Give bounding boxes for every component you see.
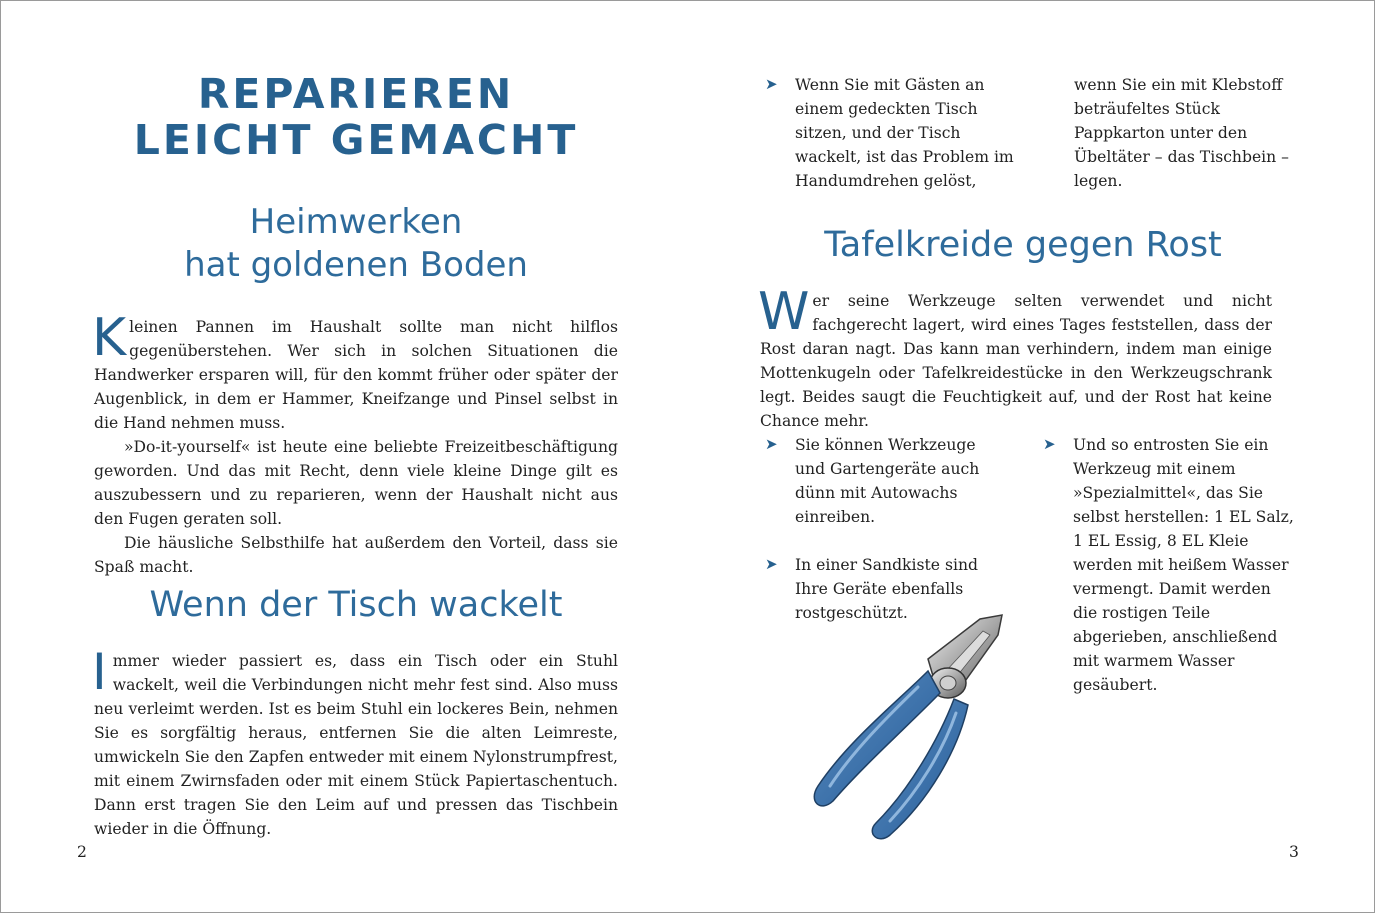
intro-text: [92, 308, 618, 579]
tisch-paragraph: [92, 643, 618, 841]
bullet-gaeste-continued-text: wenn Sie ein mit Klebstoff beträufeltes Stück Pappkarton unter den Übeltäter – das Tischbein – legen.: [1074, 76, 1289, 190]
rost-text: [758, 282, 1272, 433]
intro-paragraph-2: »Do-it-yourself« ist heute eine beliebte Freizeitbeschäftigung geworden. Und das mit Recht, denn viele kleine Dinge gilt es auszubessern und zu reparieren, wenn der Haushalt nicht aus den Fugen geraten soll.: [94, 438, 618, 528]
bullet-autowachs: [765, 433, 1005, 529]
intro-paragraph-3: Die häusliche Selbsthilfe hat außerdem den Vorteil, dass sie Spaß macht.: [94, 534, 618, 576]
pliers-icon: [778, 601, 1038, 851]
left-page: [1, 1, 687, 912]
heading-heimwerken-line-1: Heimwerken: [249, 202, 463, 242]
bullet-arrow-icon: ➤: [765, 435, 778, 453]
heading-tafelkreide: Tafelkreide gegen Rost: [824, 225, 1222, 265]
bullet-sandkiste-text: In einer Sandkiste sind Ihre Geräte ebenfalls rostgeschützt.: [795, 556, 978, 622]
page-number-right: 3: [1289, 843, 1299, 861]
bullet-arrow-icon: ➤: [765, 555, 778, 573]
bullet-entrosten-text: Und so entrosten Sie ein Werkzeug mit einem »Spezialmittel«, das Sie selbst herstellen: 1 EL Salz, 1 EL Essig, 8 EL Kleie werden mit heißem Wasser vermengt. Damit werden die rostigen Teile abgerieben, anschließend mit warmem Wasser gesäubert.: [1073, 436, 1294, 694]
dropcap-k: K: [92, 308, 127, 368]
right-page: [688, 1, 1374, 912]
bullet-gaeste-text: Wenn Sie mit Gästen an einem gedeckten Tisch sitzen, und der Tisch wackelt, ist das Problem im Handumdrehen gelöst,: [795, 76, 1014, 190]
bullet-autowachs-text: Sie können Werkzeuge und Gartengeräte auch dünn mit Autowachs einreiben.: [795, 436, 980, 526]
intro-paragraph-1-text: leinen Pannen im Haushalt sollte man nicht hilflos gegenüberstehen. Wer sich in solchen Situationen die Handwerker ersparen will, für den kommt früher oder später der Augenblick, in dem er Hammer, Kneifzange und Pinsel selbst in die Hand nehmen muss.: [94, 318, 618, 432]
heading-tisch-wackelt: Wenn der Tisch wackelt: [149, 585, 563, 625]
bullet-arrow-icon: ➤: [1043, 435, 1056, 453]
dropcap-w: W: [758, 282, 810, 342]
chapter-title-line-2: LEICHT GEMACHT: [133, 116, 579, 164]
rost-paragraph-text: er seine Werkzeuge selten verwendet und nicht fachgerecht lagert, wird eines Tages feststellen, dass der Rost daran nagt. Das kann man verhindern, indem man einige Mottenkugeln oder Tafelkreidestücke in den Werkzeugschrank legt. Beides saugt die Feuchtigkeit auf, und der Rost hat keine Chance mehr.: [760, 292, 1272, 430]
dropcap-i: I: [92, 643, 107, 701]
tisch-paragraph-text: mmer wieder passiert es, dass ein Tisch oder ein Stuhl wackelt, weil die Verbindungen nicht mehr fest sind. Also muss neu verleimt werden. Ist es beim Stuhl ein lockeres Bein, nehmen Sie es sorgfältig heraus, entfernen Sie die alten Leimreste, umwickeln Sie den Zapfen entweder mit einem Nylonstrumpfrest, mit einem Zwirnsfaden oder mit einem Stück Papiertaschentuch. Dann erst tragen Sie den Leim auf und pressen das Tischbein wieder in die Öffnung.: [94, 652, 618, 838]
tisch-text: [92, 643, 618, 841]
heading-heimwerken: [101, 201, 611, 287]
bullet-entrosten: [1043, 433, 1298, 697]
intro-paragraph-1: [92, 308, 618, 435]
rost-paragraph: [758, 282, 1272, 433]
bullet-gaeste: [765, 73, 1025, 193]
chapter-title: [121, 71, 591, 163]
bullet-arrow-icon: ➤: [765, 75, 778, 93]
bullet-gaeste-continued: [1074, 73, 1299, 193]
page-number-left: 2: [77, 843, 87, 861]
chapter-title-line-1: REPARIEREN: [197, 70, 515, 118]
heading-heimwerken-line-2: hat goldenen Boden: [184, 245, 528, 285]
